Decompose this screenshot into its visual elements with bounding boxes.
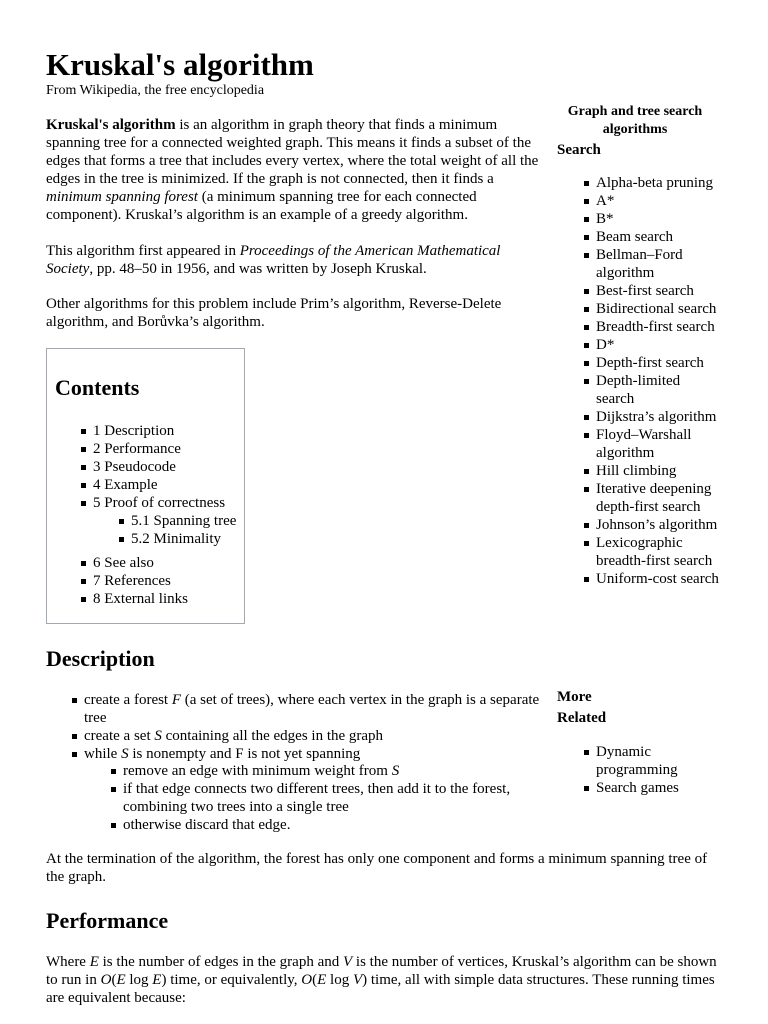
table-of-contents <box>46 348 245 624</box>
intro-paragraph <box>46 116 541 224</box>
description-step: create a set S containing all the edges in the graph <box>84 727 544 745</box>
sidebar-title: Graph and tree search algorithms <box>567 104 703 137</box>
toc-item[interactable]: 5 Proof of correctness <box>93 495 226 511</box>
toc-sublist <box>131 512 236 548</box>
history-pre: This algorithm first appeared in <box>46 243 240 259</box>
sidebar-link[interactable]: Johnson’s algorithm <box>596 516 721 534</box>
toc-title: Contents <box>55 375 140 400</box>
sidebar-link[interactable]: Beam search <box>596 228 721 246</box>
description-step: create a forest F (a set of trees), where each vertex in the graph is a separate tree <box>84 691 544 727</box>
history-post: , pp. 48–50 in 1956, and was written by Joseph Kruskal. <box>89 261 427 277</box>
sidebar-link[interactable]: Iterative deepening depth-first search <box>596 480 721 516</box>
toc-item[interactable]: 7 References <box>93 572 188 590</box>
toc-item[interactable]: 3 Pseudocode <box>93 458 225 476</box>
sidebar-link[interactable]: D* <box>596 336 721 354</box>
sidebar-more-heading[interactable]: More <box>557 689 592 705</box>
sidebar-link[interactable]: Bellman–Ford algorithm <box>596 246 721 282</box>
sidebar-link[interactable]: A* <box>596 192 721 210</box>
sidebar-link[interactable]: Depth-limited search <box>596 372 721 408</box>
sidebar-search-list <box>596 174 721 588</box>
sidebar-link[interactable]: B* <box>596 210 721 228</box>
section-heading-description: Description <box>46 646 155 671</box>
history-journal: Proceedings of the American Mathematical Society <box>46 243 501 277</box>
sidebar-related-list <box>596 743 721 797</box>
toc-list <box>93 422 225 512</box>
sidebar-link[interactable]: Best-first search <box>596 282 721 300</box>
toc-item[interactable]: 4 Example <box>93 476 225 494</box>
sidebar-link[interactable]: Bidirectional search <box>596 300 721 318</box>
intro-text: is an algorithm in graph theory that finds a minimum spanning tree for a connected weighted graph. This means it finds a subset of the edges that forms a tree that includes every vertex, where the total weight of all the edges in the tree is minimized. If the graph is not connected, then it finds a <box>46 117 539 187</box>
sidebar-link[interactable]: Lexicographic breadth-first search <box>596 534 721 570</box>
sidebar-link[interactable]: Uniform-cost search <box>596 570 721 588</box>
toc-item[interactable]: 8 External links <box>93 591 188 607</box>
description-substeps <box>123 762 543 834</box>
toc-item[interactable]: 2 Performance <box>93 440 225 458</box>
sidebar-link[interactable]: Dynamic programming <box>596 743 721 779</box>
intro-text-end: (a minimum spanning tree for each connected component). Kruskal’s algorithm is an example of a greedy algorithm. <box>46 189 477 223</box>
page-subtitle: From Wikipedia, the free encyclopedia <box>46 83 265 98</box>
sidebar-link[interactable]: Dijkstra’s algorithm <box>596 408 721 426</box>
sidebar-related-heading[interactable]: Related <box>557 710 607 726</box>
toc-item[interactable]: 6 See also <box>93 554 188 572</box>
section-heading-performance: Performance <box>46 908 169 933</box>
page-title: Kruskal's algorithm <box>46 47 314 82</box>
other-algorithms-paragraph: Other algorithms for this problem include Prim’s algorithm, Reverse-Delete algorithm, and Borůvka’s algorithm. <box>46 296 502 330</box>
sidebar-link[interactable]: Floyd–Warshall algorithm <box>596 426 721 462</box>
toc-subitem[interactable]: 5.2 Minimality <box>131 530 236 548</box>
intro-lead-bold: Kruskal's algorithm <box>46 117 176 133</box>
description-step: while S is nonempty and F is not yet spanning <box>84 745 544 763</box>
toc-subitem[interactable]: 5.1 Spanning tree <box>131 513 237 529</box>
sidebar-link[interactable]: Hill climbing <box>596 462 721 480</box>
termination-paragraph: At the termination of the algorithm, the forest has only one component and forms a minimum spanning tree of the graph. <box>46 851 708 885</box>
toc-item[interactable]: 1 Description <box>93 422 225 440</box>
description-substep: otherwise discard that edge. <box>123 816 543 834</box>
sidebar-link[interactable]: Breadth-first search <box>596 318 721 336</box>
performance-paragraph: Where E is the number of edges in the graph and V is the number of vertices, Kruskal’s algorithm can be shown to run in O(E log E) time, or equivalently, O(E log V) time, all with simple data structures. These running times are equivalent because: <box>46 954 717 1006</box>
description-substep: if that edge connects two different trees, then add it to the forest, combining two trees into a single tree <box>123 780 543 816</box>
description-steps <box>84 691 544 763</box>
sidebar-link[interactable]: Depth-first search <box>596 354 721 372</box>
sidebar-link[interactable]: Search games <box>596 779 721 797</box>
description-substep: remove an edge with minimum weight from S <box>123 762 543 780</box>
sidebar-search-heading[interactable]: Search <box>557 142 601 158</box>
history-paragraph <box>46 242 541 278</box>
toc-list-continued <box>93 554 188 608</box>
sidebar-link[interactable]: Alpha-beta pruning <box>596 174 721 192</box>
intro-italic-term: minimum spanning forest <box>46 189 198 205</box>
